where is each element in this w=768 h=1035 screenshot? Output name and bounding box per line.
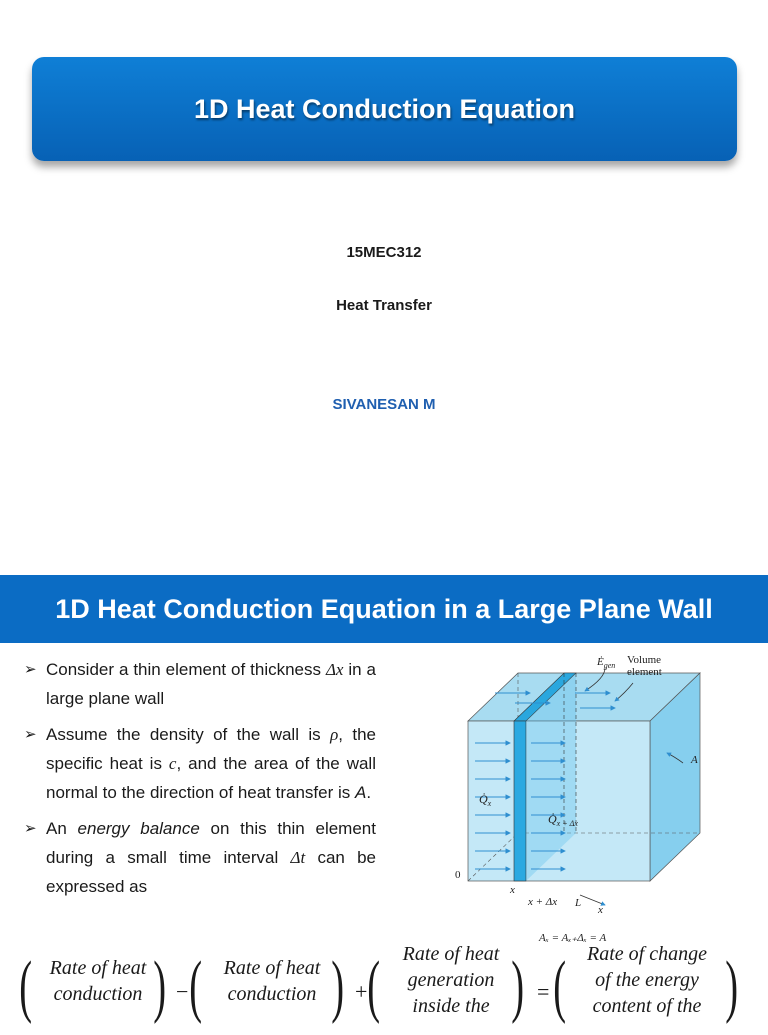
arrow-bullet-icon: ➢ [24, 820, 37, 837]
slab-front [514, 721, 526, 881]
left-paren: ( [19, 948, 33, 1025]
volume-label: Volume [627, 654, 662, 666]
right-paren: ) [153, 948, 167, 1025]
math-symbol: ρ [330, 725, 339, 744]
right-paren: ) [331, 948, 345, 1025]
equation-term-energy-change: Rate of change of the energy content of the [587, 943, 707, 1017]
left-paren: ( [189, 948, 203, 1025]
bullet-text: . [366, 783, 372, 802]
author-name: SIVANESAN M [332, 396, 436, 413]
equation-term-conduction-out: Rate of heat conduction [223, 957, 321, 1005]
course-name: Heat Transfer [336, 297, 432, 314]
plane-wall-figure [455, 653, 755, 953]
slide-banner [0, 575, 768, 643]
arrow-bullet-icon: ➢ [24, 661, 37, 678]
math-symbol: Δx [325, 660, 344, 679]
area-label: A [691, 754, 698, 766]
plus-operator: + [355, 979, 368, 1004]
bullet-text: An [46, 819, 78, 838]
left-paren: ( [553, 948, 567, 1025]
emphasis-text: energy balance [77, 819, 200, 838]
slide-heading: 1D Heat Conduction Equation in a Large Plane Wall [55, 593, 713, 624]
bullet-text: on this thin element during a small time interval [46, 819, 376, 867]
slide-title: 1D Heat Conduction Equation [194, 93, 575, 124]
math-symbol: A [355, 783, 367, 802]
title-box [32, 57, 737, 161]
bullet-list [24, 655, 376, 908]
bullet-text: , the specific heat is [46, 725, 376, 773]
bullet-item [24, 655, 376, 713]
x-axis-label: x [598, 904, 603, 916]
bullet-item [24, 814, 376, 901]
right-paren: ) [725, 948, 739, 1025]
content-slide [0, 575, 768, 1024]
zero-label: 0 [455, 869, 461, 881]
arrow-bullet-icon: ➢ [24, 726, 37, 743]
bullet-text: can be expressed as [46, 848, 376, 896]
minus-operator: − [176, 979, 189, 1004]
bullet-text: , and the area of the wall normal to the direction of heat transfer is [46, 754, 376, 802]
qxdx-label: $Q̇_{x + \Delta x}$ [548, 812, 578, 828]
equation-term-conduction-in: Rate of heat conduction [49, 957, 147, 1005]
x-position-label: x [510, 884, 515, 896]
right-paren: ) [511, 948, 525, 1025]
area-equation: Aₓ = Aₓ₊Δₓ = A [539, 932, 607, 944]
bullet-text: Assume the density of the wall is [46, 725, 331, 744]
element-label: element [627, 666, 662, 678]
left-paren: ( [367, 948, 381, 1025]
L-label: L [575, 897, 582, 909]
course-code: 15MEC312 [346, 244, 422, 261]
energy-balance-equation [19, 943, 754, 1035]
egen-label: $Ė_{gen}$ [597, 656, 616, 670]
qx-label: $Q̇_x$ [479, 792, 492, 808]
xdx-position-label: x + Δx [528, 896, 558, 908]
bullet-text: Consider a thin element of thickness [46, 660, 326, 679]
math-symbol: c [168, 754, 177, 773]
equation-term-generation: Rate of heat generation inside the [402, 943, 500, 1017]
equals-operator: = [537, 979, 550, 1004]
bullet-item [24, 720, 376, 807]
bullet-text: in a large plane wall [46, 660, 376, 708]
math-symbol: Δt [290, 848, 306, 867]
